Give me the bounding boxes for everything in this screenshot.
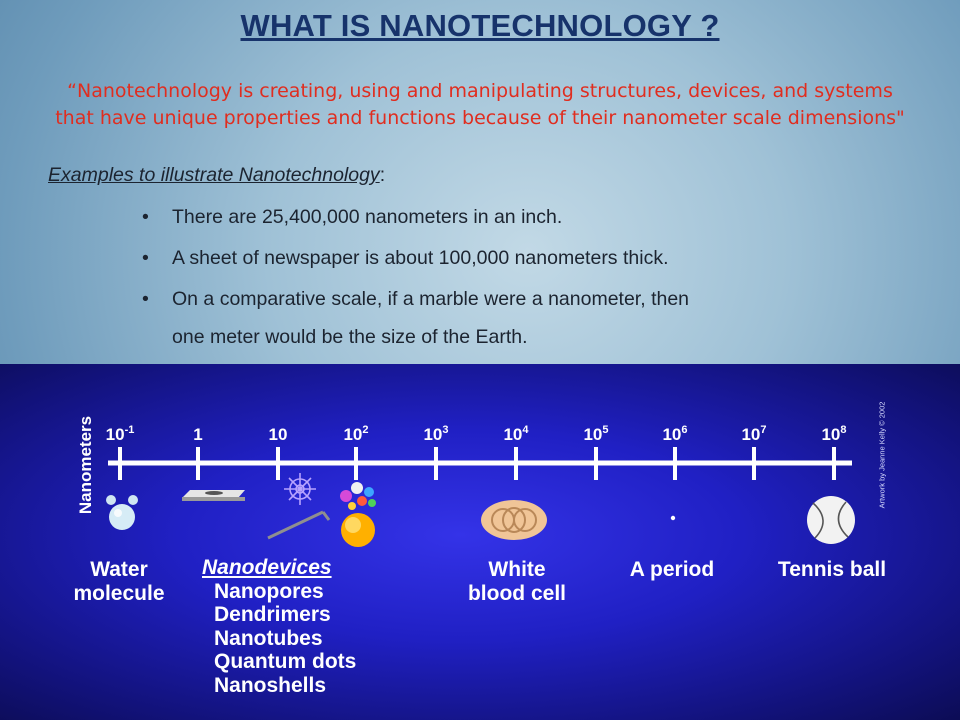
example-bullet-2 [140, 239, 820, 277]
white-blood-cell-icon [481, 500, 547, 540]
definition-quote [20, 78, 940, 132]
quote-line-2: that have unique properties and functions because of their nanometer scale dimensions" [55, 107, 905, 129]
examples-list [140, 198, 820, 359]
period-dot-icon [671, 516, 675, 520]
nanopore-plate-icon [182, 490, 245, 501]
nanoshell-icon [341, 513, 375, 547]
quote-line-1: “Nanotechnology is creating, using and manipulating structures, devices, and systems [67, 80, 893, 102]
nanodevice-dendrimers: Dendrimers [214, 603, 331, 626]
tick-label: 10 [268, 425, 288, 444]
tennis-ball-label: Tennis ball [777, 558, 887, 581]
water-molecule-label: Water molecule [73, 558, 165, 605]
nanodevices-heading: Nanodevices [202, 556, 332, 579]
tick-label: $10^{-1}$ [105, 424, 135, 444]
nanodevice-nanopores: Nanopores [214, 579, 324, 603]
nanodevice-nanoshells: Nanoshells [214, 673, 327, 697]
nanodevice-nanotubes: Nanotubes [214, 626, 323, 650]
tick-label: $10^8$ [821, 424, 847, 444]
tick-label: $10^4$ [503, 424, 529, 444]
tennis-ball-icon [807, 496, 855, 544]
tick-label: $10^5$ [583, 424, 609, 444]
bullet-icon: • [142, 247, 149, 269]
example-text-3: On a comparative scale, if a marble were a nanometer, then [172, 288, 690, 310]
tick-label: $10^6$ [662, 424, 688, 444]
examples-heading-colon: : [379, 164, 386, 186]
quantum-dots-icon [340, 482, 376, 510]
scale-graphic [0, 364, 960, 720]
examples-heading-text: Examples to illustrate Nanotechnology [48, 164, 380, 186]
tick-label: $10^7$ [741, 424, 767, 444]
tick-labels [106, 424, 847, 444]
nanodevice-quantum-dots: Quantum dots [214, 650, 357, 673]
tick-label: 1 [193, 425, 203, 444]
white-blood-cell-label: White blood cell [467, 558, 566, 605]
artwork-credit: Artwork by Jeanne Kelly © 2002 [877, 401, 887, 509]
bullet-icon: • [142, 206, 149, 228]
water-molecule-icon [106, 495, 138, 530]
nanodevices-list [202, 556, 356, 697]
example-bullet-3 [140, 280, 820, 356]
tick-label: $10^3$ [423, 424, 449, 444]
example-text-2: A sheet of newspaper is about 100,000 nanometers thick. [172, 247, 669, 269]
period-label: A period [629, 558, 715, 581]
scale-illustration [0, 364, 960, 720]
examples-heading [48, 164, 385, 187]
tick-label: $10^2$ [343, 424, 369, 444]
dendrimer-icon [284, 473, 316, 505]
example-text-3-continued: one meter would be the size of the Earth. [172, 326, 528, 348]
bullet-icon: • [142, 288, 149, 310]
nanotube-icon [268, 512, 329, 538]
example-text-1: There are 25,400,000 nanometers in an inch. [172, 206, 563, 228]
scale-axis-label: Nanometers [76, 415, 95, 515]
slide-title: WHAT IS NANOTECHNOLOGY ? [240, 8, 720, 43]
example-bullet-1 [140, 198, 820, 236]
